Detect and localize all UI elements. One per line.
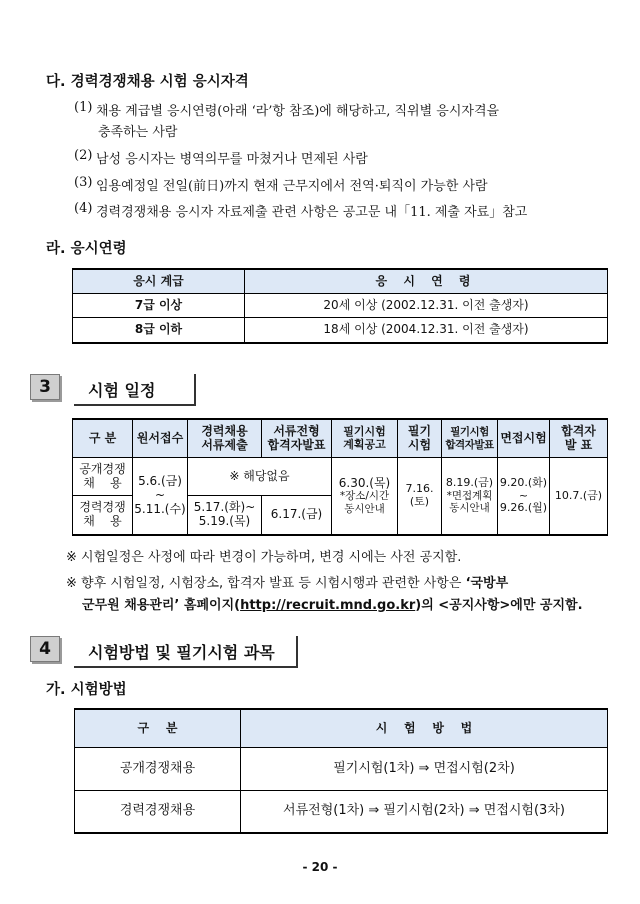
sched-h-written-b: 시험 (407, 437, 432, 452)
sched-interview-a: 9.20.(화) (499, 476, 548, 490)
method-table (74, 708, 608, 834)
sched-not-applicable: ※ 해당없음 (188, 458, 332, 496)
sched-h-interview: 면접시험 (498, 420, 550, 458)
sched-h-plan-b: 계획공고 (343, 437, 386, 451)
sched-interview (498, 458, 550, 534)
age-row-1-grade: 7급 이상 (73, 294, 245, 318)
sched-interview-b: ~ (518, 488, 529, 502)
sched-h-final-b: 발 표 (564, 437, 593, 452)
sched-plan-b: *장소/시간 (339, 490, 390, 503)
item-2-text: 남성 응시자는 병역의무를 마쳤거나 면제된 사람 (96, 152, 368, 167)
sched-doc-submit (188, 496, 262, 534)
section-3-title: 시험 일정 (74, 374, 196, 406)
sched-apply-career: 5.11.(수) (134, 501, 186, 516)
sched-written: 7.16.(토) (398, 458, 442, 534)
sched-written-result-b: *면접계획 (446, 489, 493, 502)
age-row-1-age: 20세 이상 (2002.12.31. 이전 출생자) (245, 294, 607, 318)
section-3-badge: 3 (30, 374, 60, 400)
sched-doc-result: 6.17.(금) (262, 496, 332, 534)
section-4-badge: 4 (30, 636, 60, 662)
schedule-table (72, 418, 608, 536)
item-4-text: 경력경쟁채용 응시자 자료제출 관련 사항은 공고문 내「11. 제출 자료」참고 (96, 205, 528, 220)
sched-plan-c: 동시안내 (344, 502, 385, 515)
recruit-homepage-link[interactable]: http://recruit.mnd.go.kr (240, 598, 416, 613)
sched-h-doc-result (262, 420, 332, 458)
schedule-note-2-line2 (82, 594, 583, 613)
item-2-num: (2) (74, 148, 93, 163)
sched-h-final-a: 합격자 (561, 423, 596, 438)
schedule-note-2-c: 군무원 채용관리’ 홈페이지( (82, 598, 241, 613)
section-da-title: 다. 경력경쟁채용 시험 응시자격 (46, 74, 249, 90)
sched-row-career-label (73, 496, 133, 534)
sched-h-written-result (442, 420, 498, 458)
schedule-note-1: ※ 시험일정은 사정에 따라 변경이 가능하며, 변경 시에는 사전 공지함. (66, 550, 462, 565)
sched-h-final (550, 420, 607, 458)
sched-h-written-a: 필기 (407, 423, 432, 438)
sched-h-doc-result-b: 합격자발표 (267, 437, 326, 452)
sched-final: 10.7.(금) (554, 488, 603, 502)
sched-apply (133, 458, 188, 534)
sched-h-doc-result-a: 서류전형 (273, 423, 320, 438)
sched-row-career-a: 경력경쟁 (79, 500, 126, 515)
sched-h-doc-submit-a: 경력채용 (201, 423, 248, 438)
method-row-1-type: 공개경쟁채용 (75, 748, 241, 791)
schedule-note-2-b: ‘국방부 (465, 576, 509, 591)
sched-written-result (442, 458, 498, 534)
sched-h-written-result-b: 합격자발표 (445, 438, 494, 451)
sched-row-open-label (73, 458, 133, 496)
sched-plan-a: 6.30.(목) (338, 475, 391, 490)
item-1-text: 채용 계급별 응시연령(아래 ‘라’항 참조)에 해당하고, 직위별 응시자격을 (96, 104, 500, 119)
schedule-note-2-line1 (66, 572, 508, 591)
sched-row-open-a: 공개경쟁 (79, 461, 126, 476)
sched-doc-submit-a: 5.17.(화)~ (193, 500, 256, 515)
sched-h-written-result-a: 필기시험 (450, 426, 489, 439)
item-1-num: (1) (74, 100, 93, 115)
sched-interview-c: 9.26.(월) (499, 501, 548, 515)
sched-written-result-a: 8.19.(금) (445, 476, 494, 490)
sched-h-written (398, 420, 442, 458)
sched-h-apply: 원서접수 (133, 420, 188, 458)
section-ra-title: 라. 응시연령 (46, 241, 127, 257)
sched-apply-tilde: ~ (154, 488, 166, 503)
age-row-2-age: 18세 이상 (2004.12.31. 이전 출생자) (323, 322, 529, 337)
method-row-1-method: 필기시험(1차) ⇒ 면접시험(2차) (241, 748, 607, 791)
item-4-num: (4) (74, 201, 93, 216)
item-3-num: (3) (74, 175, 93, 190)
age-table-header-grade: 응시 계급 (73, 270, 245, 294)
section-4-subtitle: 가. 시험방법 (46, 682, 127, 698)
schedule-note-2-d: )의 <공지사항>에만 공지함. (415, 598, 583, 613)
page-number: - 20 - (302, 860, 338, 874)
sched-plan (332, 458, 398, 534)
sched-h-category: 구 분 (73, 420, 133, 458)
age-table (72, 268, 608, 344)
schedule-note-2-a: ※ 향후 시험일정, 시험장소, 합격자 발표 등 시험시행과 관련한 사항은 (66, 576, 462, 591)
age-row-2-grade: 8급 이하 (73, 318, 245, 342)
section-4-title: 시험방법 및 필기시험 과목 (74, 636, 298, 668)
sched-doc-submit-b: 5.19.(목) (198, 514, 251, 528)
sched-h-plan-a: 필기시험 (343, 424, 386, 438)
age-table-header-age: 응 시 연 령 (245, 270, 607, 294)
sched-apply-open: 5.6.(금) (138, 474, 182, 489)
sched-row-open-b: 채 용 (83, 475, 122, 490)
sched-h-doc-submit-b: 서류제출 (201, 437, 248, 452)
sched-written-result-c: 동시안내 (449, 502, 490, 515)
method-row-2-type: 경력경쟁채용 (75, 791, 241, 832)
item-3-text: 임용예정일 전일(前日)까지 현재 근무지에서 전역·퇴직이 가능한 사람 (96, 179, 488, 194)
method-h-category: 구 분 (75, 710, 241, 748)
sched-row-career-b: 채 용 (83, 514, 122, 528)
method-row-2-method: 서류전형(1차) ⇒ 필기시험(2차) ⇒ 면접시험(3차) (283, 803, 565, 819)
item-1-cont: 충족하는 사람 (98, 125, 178, 140)
sched-h-doc-submit (188, 420, 262, 458)
sched-h-plan (332, 420, 398, 458)
method-h-method: 시 험 방 법 (241, 710, 607, 748)
